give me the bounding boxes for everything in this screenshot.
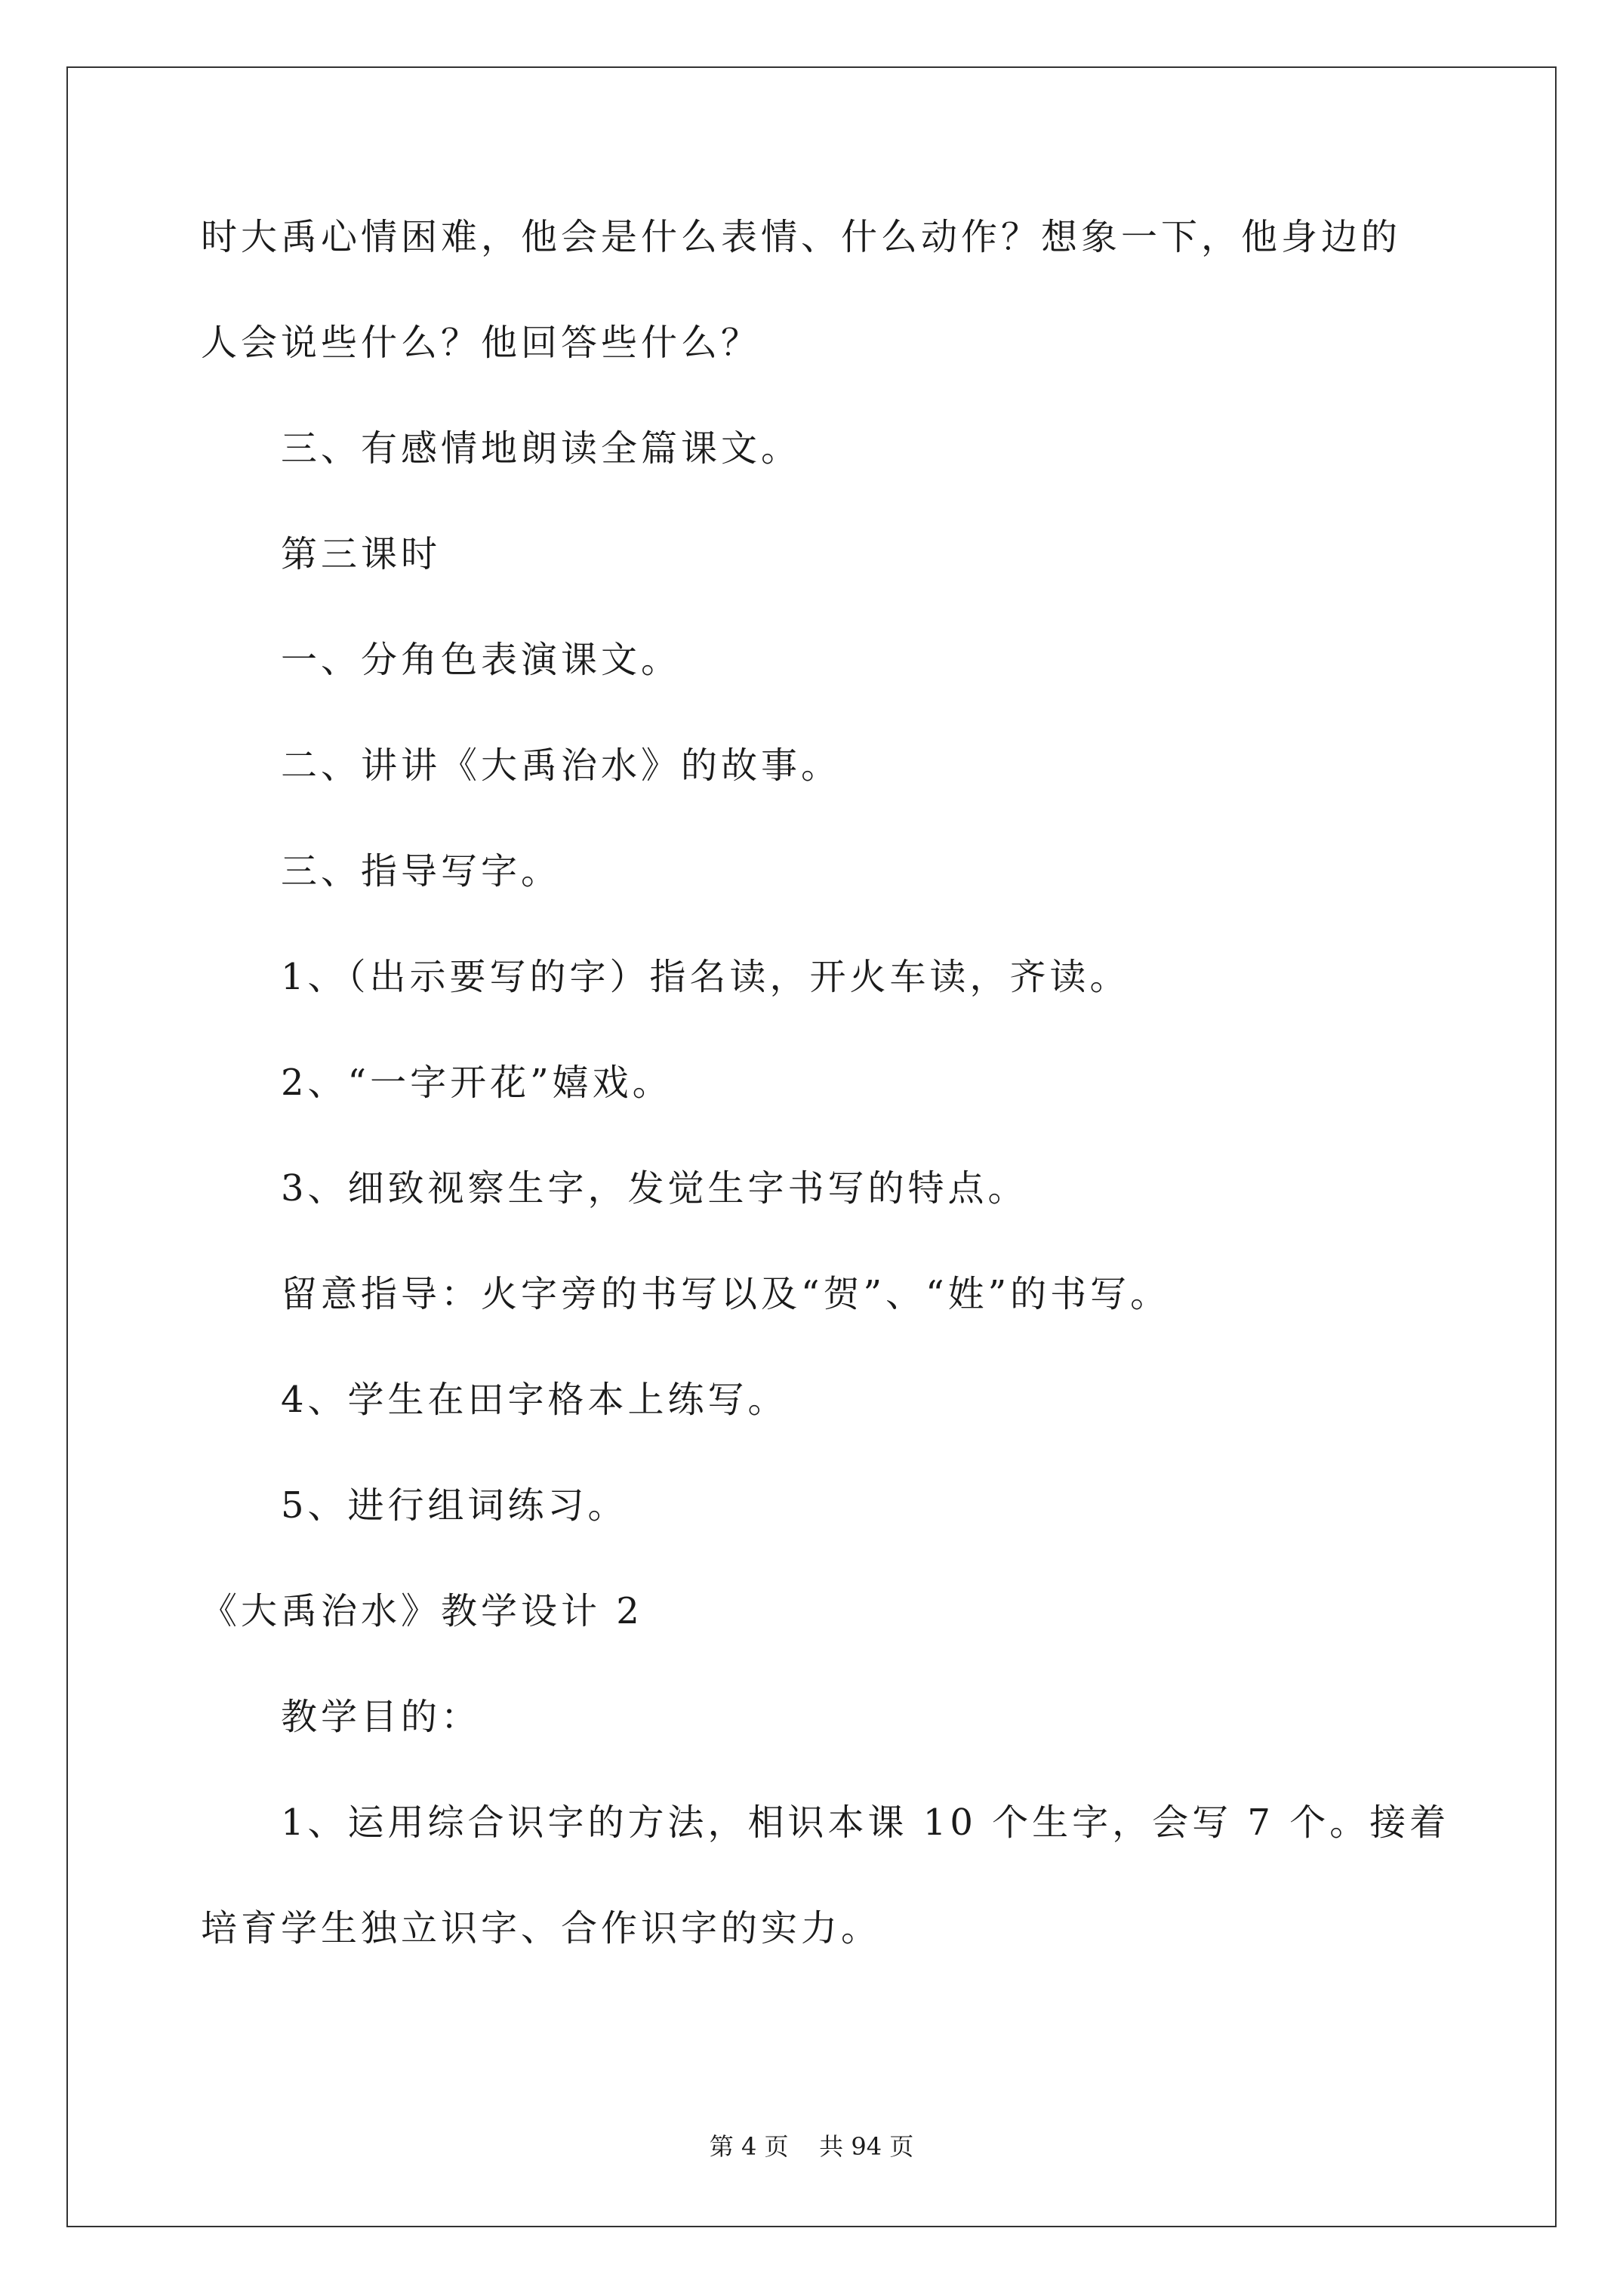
paragraph-line: 4、学生在田字格本上练写。 [281, 1379, 788, 1421]
paragraph-line: 人会说些什么？他回答些什么？ [201, 322, 762, 364]
document-heading: 《大禹治水》教学设计 2 [201, 1590, 643, 1632]
paragraph-line: 1、运用综合识字的方法，相识本课 10 个生字，会写 7 个。接着 [281, 1801, 1450, 1844]
document-body [201, 216, 1450, 2016]
paragraph-line: 1、（出示要写的字）指名读，开火车读，齐读。 [281, 956, 1130, 998]
paragraph-line: 三、指导写字。 [281, 850, 562, 892]
paragraph-line: 二、讲讲《大禹治水》的故事。 [281, 744, 842, 787]
paragraph-line: 三、有感情地朗读全篇课文。 [281, 427, 802, 470]
paragraph-line: 2、“一字开花”嬉戏。 [281, 1062, 673, 1104]
paragraph-line: 时大禹心情困难，他会是什么表情、什么动作？想象一下，他身边的 [201, 216, 1402, 258]
page-number-footer: 第 4 页 共 94 页 [709, 2132, 914, 2161]
paragraph-line: 留意指导：火字旁的书写以及“贺”、“姓”的书写。 [281, 1273, 1171, 1315]
paragraph-line: 一、分角色表演课文。 [281, 639, 682, 681]
section-heading: 第三课时 [281, 533, 442, 575]
paragraph-line: 5、进行组词练习。 [281, 1484, 628, 1527]
paragraph-line: 教学目的： [281, 1696, 482, 1738]
paragraph-line: 培育学生独立识字、合作识字的实力。 [201, 1907, 882, 1949]
paragraph-line: 3、细致视察生字，发觉生字书写的特点。 [281, 1167, 1028, 1210]
